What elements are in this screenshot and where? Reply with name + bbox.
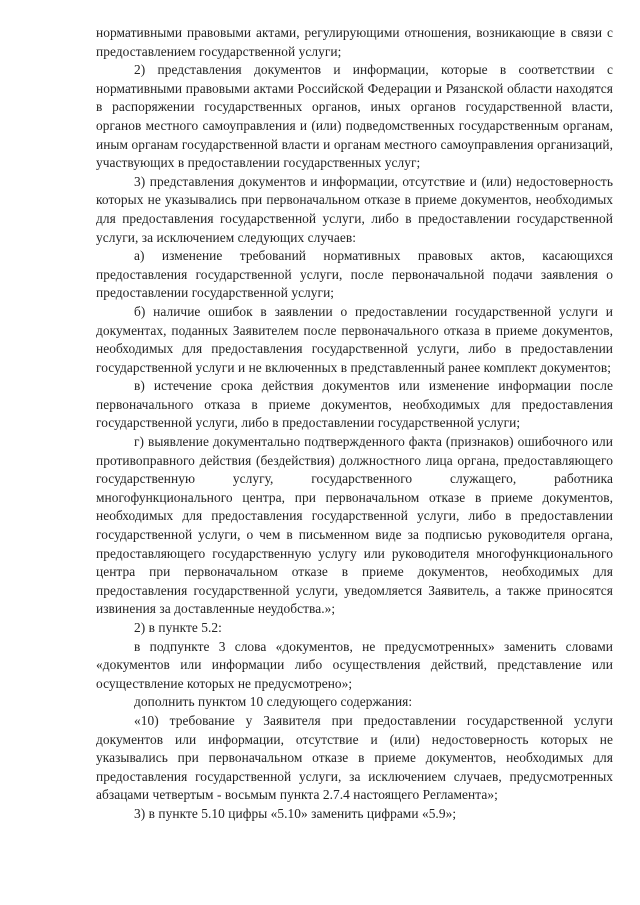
paragraph-item-3: 3) представления документов и информации, отсутствие и (или) недостоверность которых не указывались при первоначальном отказе в приеме документов, необходимых для предоставления государственной услуги, либо в предоставлении государственной услуги, за исключением следующих случаев: [96, 173, 613, 245]
paragraph-subitem-a: а) изменение требований нормативных правовых актов, касающихся предоставления государственной услуги, после первоначальной подачи заявления о предоставлении государственной услуги; [96, 248, 613, 301]
paragraph-amendment-3: 3) в пункте 5.10 цифры «5.10» заменить цифрами «5.9»; [134, 805, 457, 821]
paragraph-point-10-text: «10) требование у Заявителя при предоставлении государственной услуги документов или информации, отсутствие и (или) недостоверность которых не указывались при первоначальном отказе в приеме документов, необходимых для предоставления государственной услуги, за исключением случаев, предусмотренных абзацами четвертым - восьмым пункта 2.7.4 настоящего Регламента»; [96, 712, 613, 803]
document-page [96, 24, 613, 824]
paragraph-subitem-g: г) выявление документально подтвержденного факта (признаков) ошибочного или противоправного действия (бездействия) должностного лица органа, предоставляющего государственную услугу, государственного служащего, работника многофункционального центра, при первоначальном отказе в приеме документов, необходимых для предоставления государственной услуги, либо в предоставлении государственной услуги, о чем в письменном виде за подписью руководителя органа, предоставляющего государственную услугу или руководителя многофункционального центра при первоначальном отказе в приеме документов, необходимых для предоставления государственной услуги, уведомляется Заявитель, а также приносятся извинения за доставленные неудобства.»; [96, 434, 613, 617]
paragraph-item-2: 2) представления документов и информации, которые в соответствии с нормативными правовыми актами Российской Федерации и Рязанской области находятся в распоряжении государственных органов, иных органов государственной власти, органов местного самоуправления и (или) подведомственных государственным органам, иным органам государственной власти и органам местного самоуправления организаций, участвующих в предоставлении государственных услуг; [96, 62, 613, 171]
paragraph-subitem-v: в) истечение срока действия документов или изменение информации после первоначального отказа в приеме документов, необходимых для предоставления государственной услуги, либо в предоставлении государственной услуги; [96, 378, 613, 431]
paragraph-continuation: нормативными правовыми актами, регулирующими отношения, возникающие в связи с предоставлением государственной услуги; [96, 25, 613, 59]
paragraph-subpoint-3-change: в подпункте 3 слова «документов, не предусмотренных» заменить словами «документов или информации либо осуществления действий, представление или осуществление которых не предусмотрено»; [96, 638, 613, 691]
paragraph-add-point-10: дополнить пунктом 10 следующего содержания: [134, 694, 413, 710]
paragraph-amendment-2: 2) в пункте 5.2: [134, 620, 222, 635]
paragraph-subitem-b: б) наличие ошибок в заявлении о предоставлении государственной услуги и документах, поданных Заявителем после первоначального отказа в приеме документов, необходимых для предоставления государственной услуги, либо в предоставлении государственной услуги и не включенных в представленный ранее комплект документов; [96, 303, 613, 375]
